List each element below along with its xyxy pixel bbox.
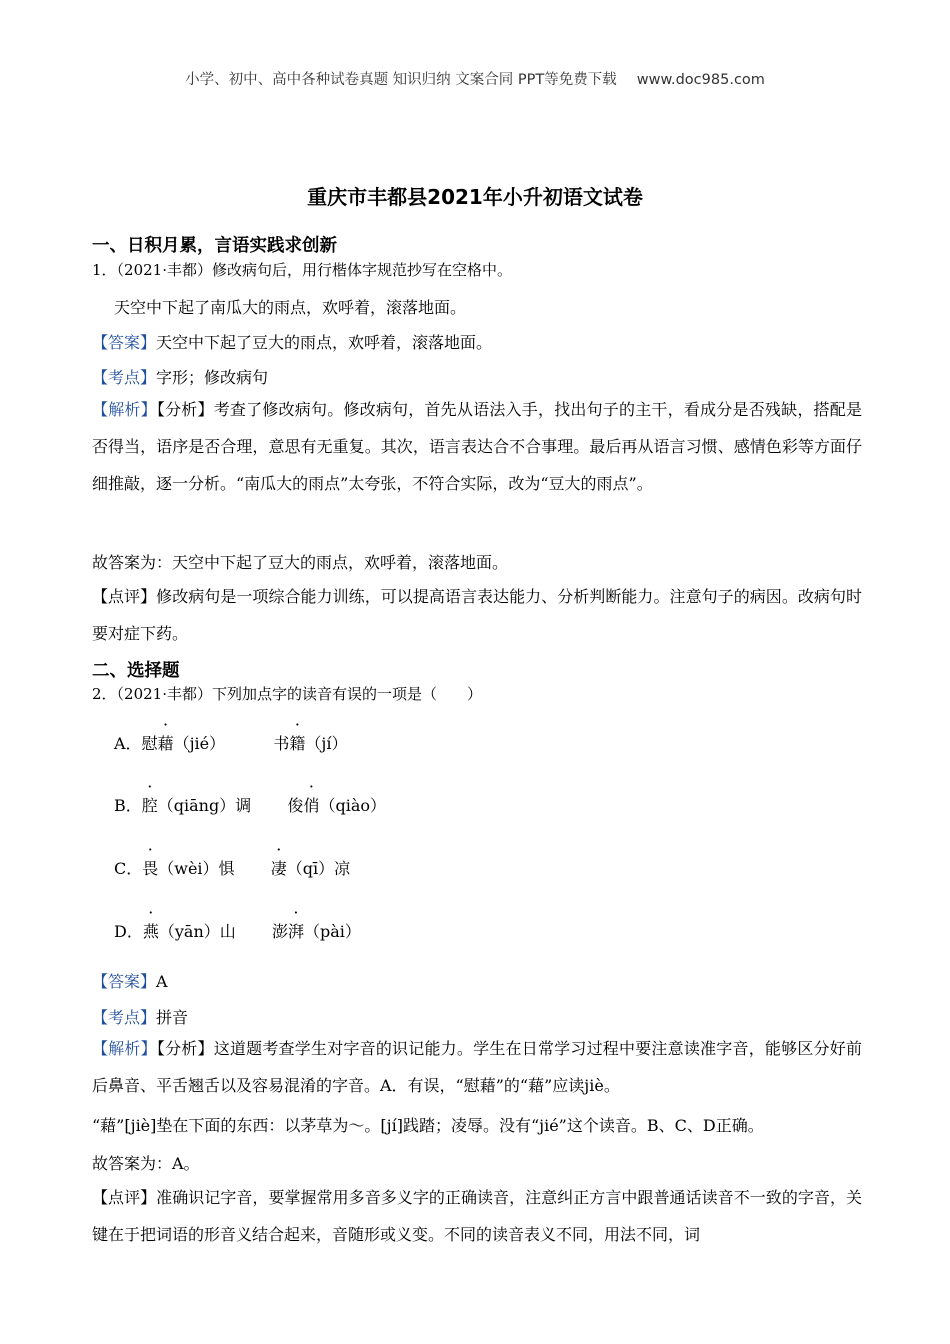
option-a-label: A．	[114, 734, 142, 753]
q1-comment: 【点评】修改病句是一项综合能力训练，可以提高语言表达能力、分析判断能力。注意句子的病因。改病句时要对症下药。	[92, 587, 862, 643]
option-b-label: B．	[114, 796, 142, 815]
option-d-label: D．	[114, 922, 143, 941]
option-c	[114, 856, 350, 879]
option-c-pinyin1: （wèi）惧	[158, 859, 235, 878]
q2-point-tag: 【考点】	[92, 1008, 157, 1027]
q1-sentence: 天空中下起了南瓜大的雨点，欢呼着，滚落地面。	[114, 298, 467, 317]
option-d-dotted-char1: 燕	[142, 922, 159, 941]
q2-answer	[92, 969, 168, 992]
option-a-pinyin1: （jié）	[173, 734, 226, 753]
q1-stem: 1．（2021·丰都）修改病句后，用行楷体字规范抄写在空格中。	[92, 261, 512, 279]
option-a-pinyin2: （jí）	[305, 734, 348, 753]
q2-point-text: 拼音	[156, 1008, 189, 1027]
q2-answer-tag: 【答案】	[92, 972, 157, 991]
q1-point-tag: 【考点】	[92, 368, 157, 387]
option-d-word2-pre: 澎	[271, 922, 288, 941]
option-d	[114, 919, 361, 942]
option-a	[114, 731, 347, 754]
option-d-dotted-char2: 湃	[287, 922, 304, 941]
option-a-dotted-char2: 籍	[289, 734, 306, 753]
option-b-dotted-char1: 腔	[141, 796, 158, 815]
option-c-dotted-char1: 畏	[142, 859, 159, 878]
q1-analysis-text: 【分析】考查了修改病句。修改病句，首先从语法入手，找出句子的主干，看成分是否残缺，搭配是否得当，语序是否合理，意思有无重复。其次，语言表达合不合事理。最后再从语言习惯、感情色彩等方面仔细推敲，逐一分析。“南瓜大的雨点”太夸张，不符合实际，改为“豆大的雨点”。	[92, 400, 862, 493]
q1-analysis-tag: 【解析】	[92, 400, 157, 419]
section1-heading: 一、日积月累，言语实践求创新	[92, 236, 337, 256]
option-a-word2-pre: 书	[273, 734, 290, 753]
q1-answer-tag: 【答案】	[92, 333, 157, 352]
q2-comment: 【点评】准确识记字音，要掌握常用多音多义字的正确读音，注意纠正方言中跟普通话读音不一致的字音，关键在于把词语的形音义结合起来，音随形或义变。不同的读音表义不同，用法不同，词	[92, 1188, 862, 1244]
page-header	[0, 68, 950, 89]
q2-point	[92, 1005, 188, 1028]
q1-final: 故答案为：天空中下起了豆大的雨点，欢呼着，滚落地面。	[92, 553, 509, 572]
q1-answer	[92, 330, 492, 353]
q1-analysis	[92, 391, 862, 502]
q2-analysis-text: 【分析】这道题考查学生对字音的识记能力。学生在日常学习过程中要注意读准字音，能够区分好前后鼻音、平舌翘舌以及容易混淆的字音。A．有误，“慰藉”的“藉”应读jiè。	[92, 1039, 862, 1095]
q2-answer-text: A	[156, 972, 168, 991]
option-a-dotted-char1: 藉	[157, 734, 174, 753]
option-c-label: C．	[114, 859, 143, 878]
option-b-word2-pre: 俊	[287, 796, 304, 815]
q1-point-text: 字形；修改病句	[156, 368, 269, 387]
page-title: 重庆市丰都县2021年小升初语文试卷	[307, 185, 643, 209]
option-d-pinyin1: （yān）山	[158, 922, 236, 941]
q2-stem: 2．（2021·丰都）下列加点字的读音有误的一项是（ ）	[92, 685, 482, 703]
q2-analysis-continued: “藉”[jiè]垫在下面的东西：以茅草为～。[jí]践踏；凌辱。没有“jié”这个读音。B、C、D正确。	[92, 1116, 764, 1135]
option-c-pinyin2: （qī）凉	[286, 859, 351, 878]
q2-analysis-tag: 【解析】	[92, 1039, 157, 1058]
option-b	[114, 793, 386, 816]
option-d-pinyin2: （pài）	[303, 922, 361, 941]
option-b-pinyin2: （qiào）	[319, 796, 386, 815]
header-site-link[interactable]: www.doc985.com	[636, 72, 765, 88]
section2-heading: 二、选择题	[92, 661, 180, 681]
q1-answer-text: 天空中下起了豆大的雨点，欢呼着，滚落地面。	[156, 333, 493, 352]
option-a-word1-pre: 慰	[141, 734, 158, 753]
q1-point	[92, 365, 268, 388]
q2-final: 故答案为：A。	[92, 1154, 200, 1173]
option-c-dotted-char2: 凄	[270, 859, 287, 878]
q2-analysis	[92, 1030, 862, 1104]
option-b-dotted-char2: 俏	[303, 796, 320, 815]
header-text: 小学、初中、高中各种试卷真题 知识归纳 文案合同 PPT等免费下载	[185, 72, 617, 88]
option-b-pinyin1: （qiāng）调	[157, 796, 252, 815]
